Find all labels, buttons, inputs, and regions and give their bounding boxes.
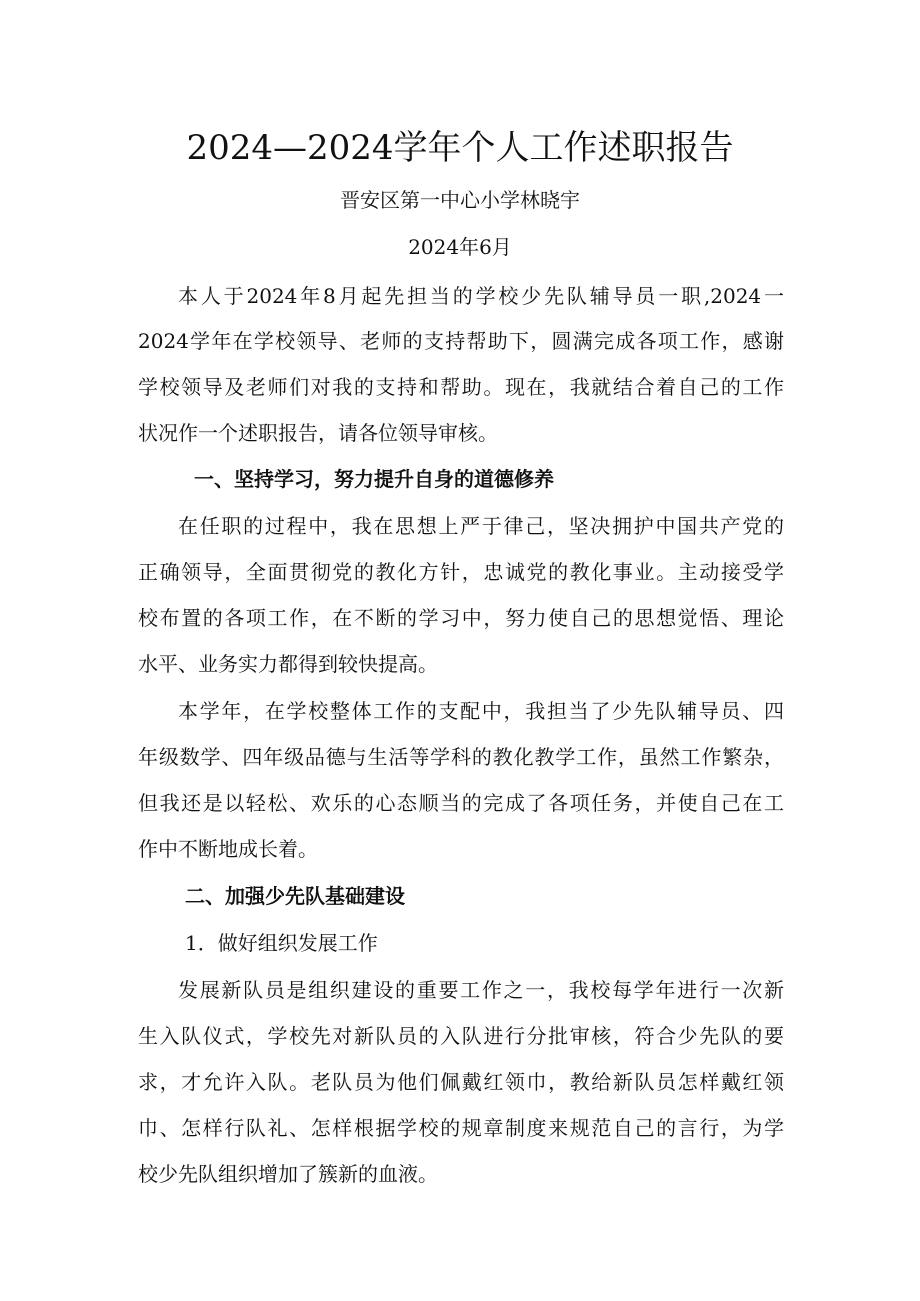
section-heading: 二、加强少先队基础建设 [185,884,405,908]
paragraph-line: 巾、怎样行队礼、怎样根据学校的规章制度来规范自己的言行，为学 [138,1116,784,1140]
section-heading: 一、坚持学习，努力提升自身的道德修养 [194,467,554,491]
paragraph-line: 正确领导，全面贯彻党的教化方针，忠诚党的教化事业。主动接受学 [138,560,784,584]
paragraph-line: 求，才允许入队。老队员为他们佩戴红领巾，教给新队员怎样戴红领 [138,1070,784,1094]
paragraph-line: 本人于2024年8月起先担当的学校少先队辅导员一职,2024一 [178,284,784,308]
document-title: 2024—2024学年个人工作述职报告 [186,128,734,168]
paragraph-line: 作中不断地成长着。 [138,837,318,861]
paragraph-line: 但我还是以轻松、欢乐的心态顺当的完成了各项任务，并使自己在工 [138,791,784,815]
paragraph-line: 生入队仪式，学校先对新队员的入队进行分批审核，符合少先队的要 [138,1024,784,1048]
paragraph-line: 状况作一个述职报告，请各位领导审核。 [138,421,498,445]
sub-heading: 1．做好组织发展工作 [185,931,378,955]
document-author: 晋安区第一中心小学林晓宇 [340,188,580,212]
paragraph-line: 水平、业务实力都得到较快提高。 [138,652,438,676]
paragraph-line: 学校领导及老师们对我的支持和帮助。现在，我就结合着自己的工作 [138,375,784,399]
paragraph-line: 校少先队组织增加了簇新的血液。 [138,1162,438,1186]
paragraph-line: 2024学年在学校领导、老师的支持帮助下，圆满完成各项工作，感谢 [138,329,784,353]
paragraph-line: 年级数学、四年级品德与生活等学科的教化教学工作，虽然工作繁杂， [138,745,784,769]
paragraph-line: 校布置的各项工作，在不断的学习中，努力使自己的思想觉悟、理论 [138,606,784,630]
paragraph-line: 在任职的过程中，我在思想上严于律己，坚决拥护中国共产党的 [178,514,784,538]
document-date: 2024年6月 [408,235,512,259]
paragraph-line: 发展新队员是组织建设的重要工作之一，我校每学年进行一次新 [178,978,784,1002]
paragraph-line: 本学年，在学校整体工作的支配中，我担当了少先队辅导员、四 [178,699,784,723]
